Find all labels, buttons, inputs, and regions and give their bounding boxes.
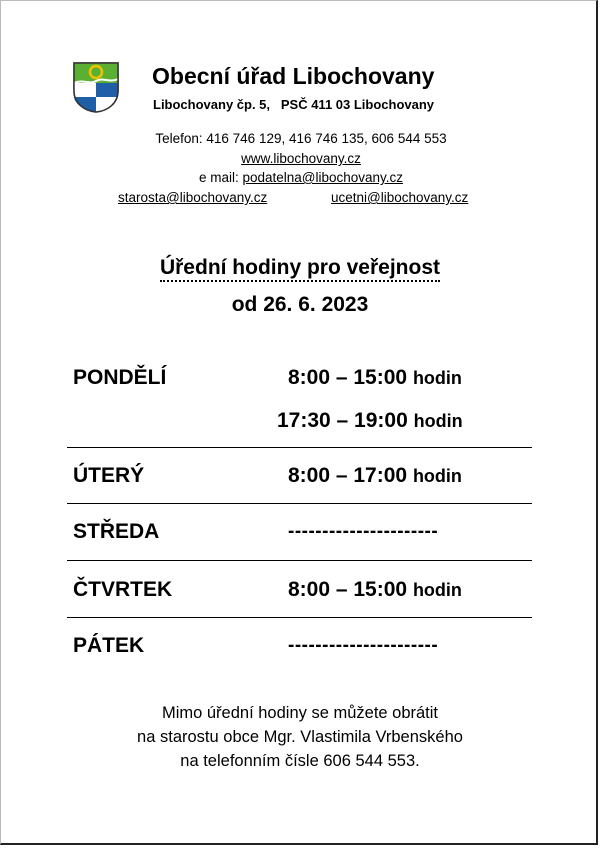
day-thursday: ČTVRTEK bbox=[73, 578, 173, 601]
thursday-time-value: 8:00 – 15:00 bbox=[288, 578, 408, 601]
website-link[interactable]: www.libochovany.cz bbox=[241, 151, 361, 166]
email-ucetni-link[interactable]: ucetni@libochovany.cz bbox=[331, 190, 469, 205]
office-address: Libochovany čp. 5, PSČ 411 03 Libochovany bbox=[153, 97, 435, 112]
coat-of-arms-icon bbox=[72, 61, 120, 113]
monday-time-1-unit: hodin bbox=[412, 368, 462, 388]
tuesday-time-unit: hodin bbox=[412, 466, 462, 486]
office-title: Obecní úřad Libochovany bbox=[152, 63, 435, 89]
day-monday: PONDĚLÍ bbox=[73, 366, 167, 389]
valid-since: od 26. 6. 2023 bbox=[231, 293, 369, 316]
footer-line-3: na telefonním čísle 606 544 553. bbox=[180, 752, 420, 770]
divider bbox=[67, 617, 532, 618]
footer-line-2: na starostu obce Mgr. Vlastimila Vrbenského bbox=[137, 728, 463, 746]
monday-time-2-unit: hodin bbox=[413, 411, 463, 431]
day-tuesday: ÚTERÝ bbox=[73, 464, 145, 487]
email-podatelna-link[interactable]: podatelna@libochovany.cz bbox=[242, 170, 404, 185]
friday-closed: ---------------------- bbox=[288, 635, 439, 656]
phone-numbers: Telefon: 416 746 129, 416 746 135, 606 544 553 bbox=[155, 131, 447, 146]
web-row bbox=[101, 151, 501, 166]
monday-time-2-value: 17:30 – 19:00 bbox=[277, 409, 408, 432]
wednesday-closed: ---------------------- bbox=[288, 521, 439, 542]
thursday-time bbox=[288, 578, 462, 602]
monday-time-2 bbox=[277, 409, 463, 433]
divider bbox=[67, 560, 532, 561]
monday-time-1-value: 8:00 – 15:00 bbox=[288, 366, 408, 389]
hours-heading-text: Úřední hodiny pro veřejnost bbox=[160, 256, 440, 282]
email-starosta-link[interactable]: starosta@libochovany.cz bbox=[118, 190, 268, 205]
monday-time-1 bbox=[288, 366, 462, 390]
divider bbox=[67, 503, 532, 504]
day-wednesday: STŘEDA bbox=[73, 520, 160, 543]
email-row bbox=[101, 170, 501, 185]
footer-line-1: Mimo úřední hodiny se můžete obrátit bbox=[161, 704, 439, 722]
day-friday: PÁTEK bbox=[73, 634, 145, 657]
divider bbox=[67, 447, 532, 448]
tuesday-time-value: 8:00 – 17:00 bbox=[288, 464, 408, 487]
tuesday-time bbox=[288, 464, 462, 488]
email-prefix: e mail: bbox=[198, 170, 243, 185]
hours-heading bbox=[1, 256, 599, 280]
thursday-time-unit: hodin bbox=[412, 580, 462, 600]
